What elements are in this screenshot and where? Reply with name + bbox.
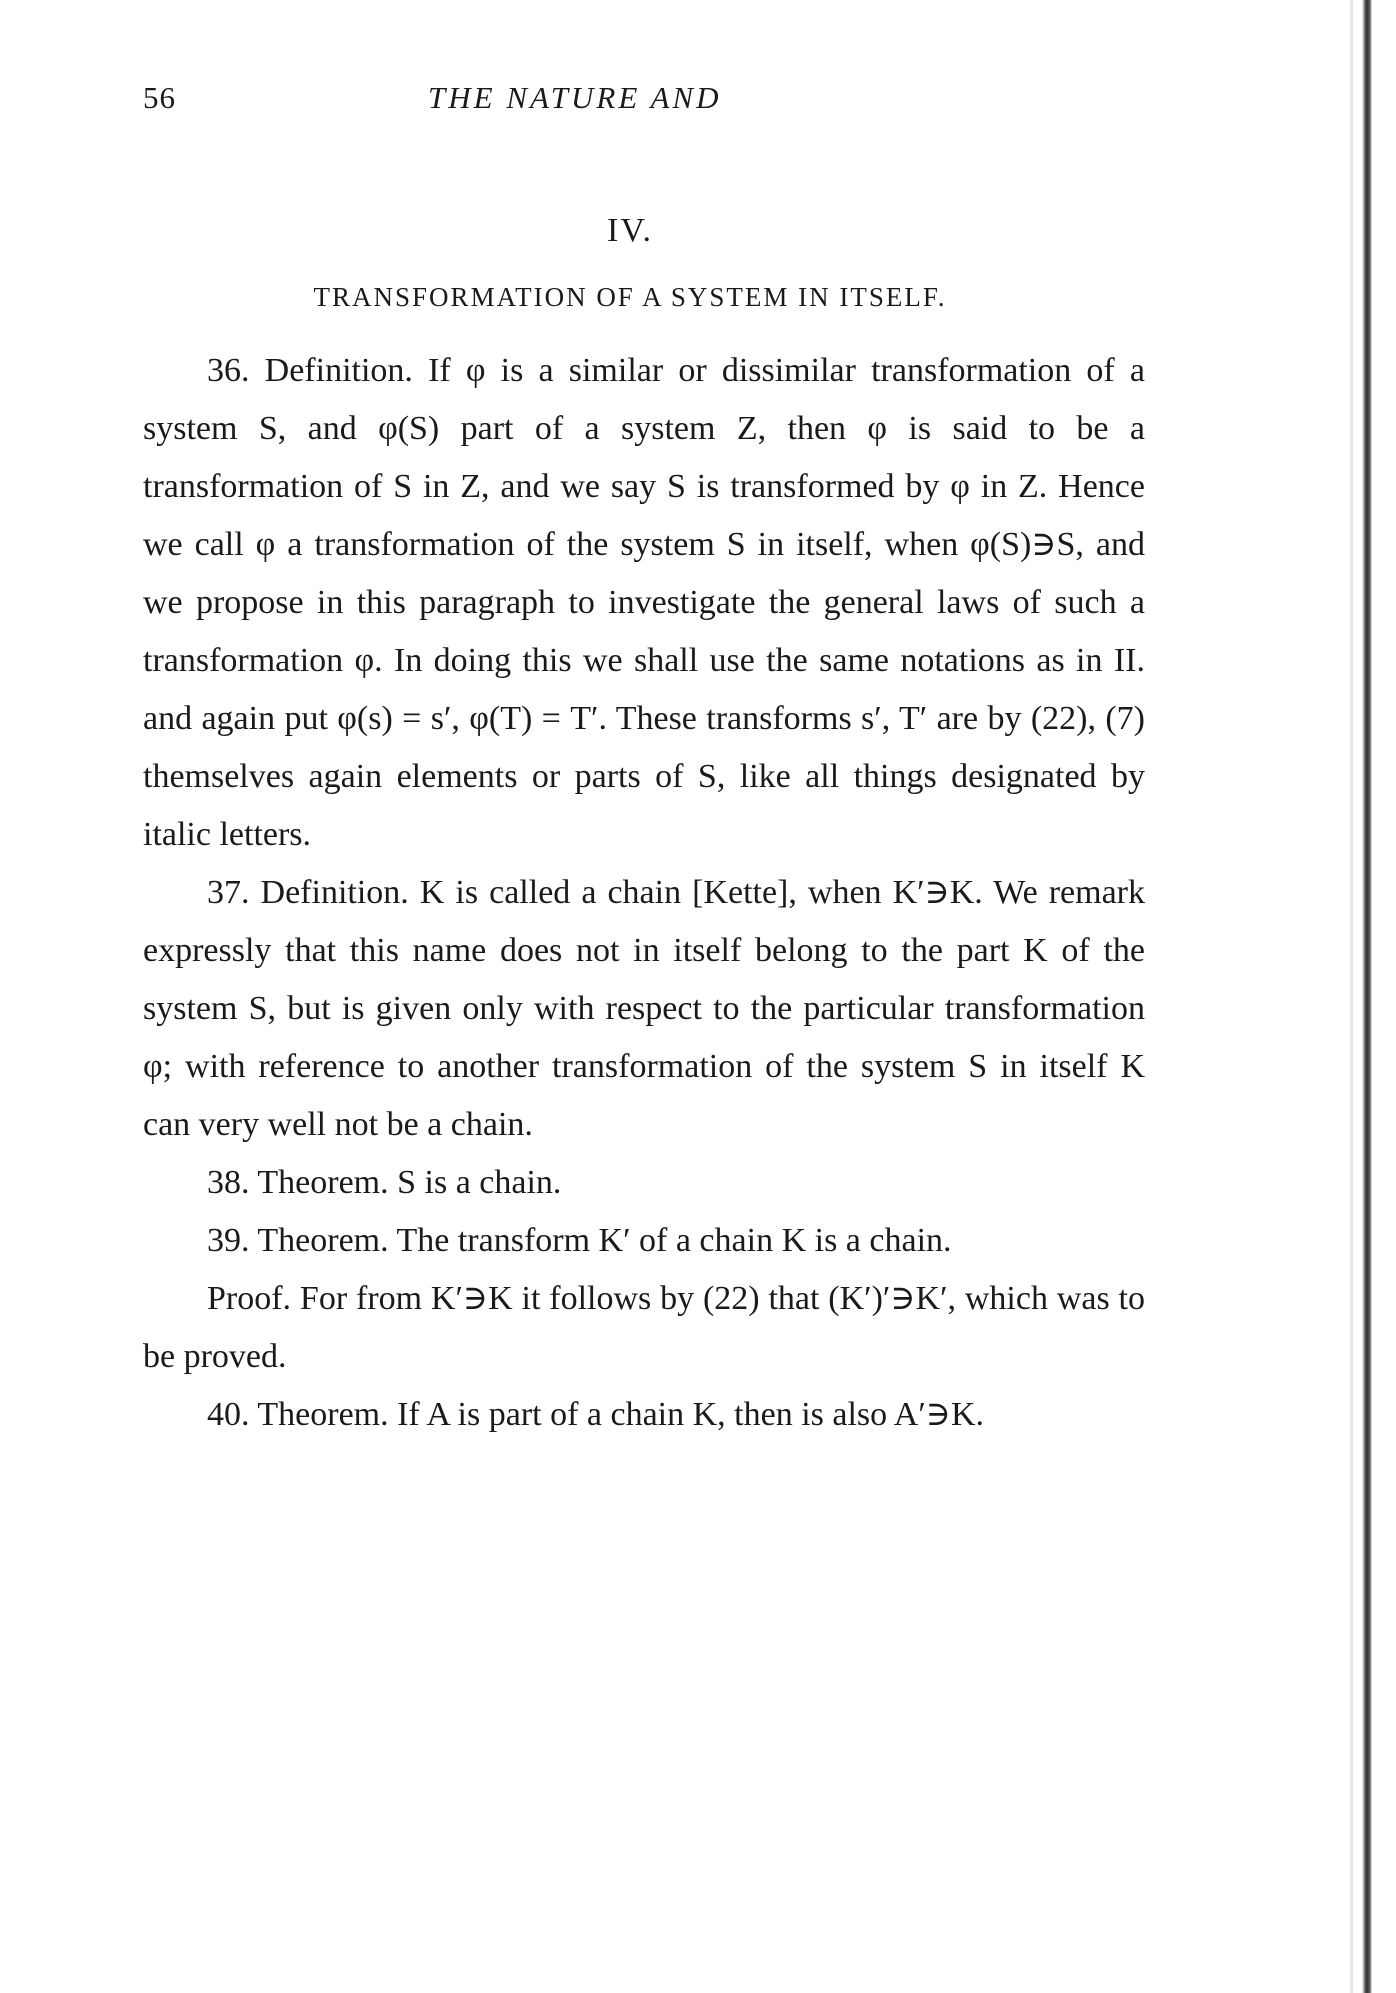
paragraph-definition-37: 37. Definition. K is called a chain [Kette], when K′∋K. We remark expressly that this name does not in itself belong to the part K of the system S, but is given only with respect to the particular transformation φ; with reference to another transformation of the system S in itself K can very well not be a chain.	[143, 874, 1145, 1143]
paragraph-definition-36: 36. Definition. If φ is a similar or dissimilar transformation of a system S, and φ(S) part of a system Z, then φ is said to be a transformation of S in Z, and we say S is transformed by φ in Z. Hence we call φ a transformation of the system S in itself, when φ(S)∋S, and we propose in this paragraph to investigate the general laws of such a transformation φ. In doing this we shall use the same notations as in II. and again put φ(s) = s′, φ(T) = T′. These transforms s′, T′ are by (22), (7) themselves again elements or parts of S, like all things designated by italic letters.	[143, 352, 1145, 853]
running-head	[143, 80, 1143, 120]
running-title: THE NATURE AND	[428, 80, 722, 115]
page-number: 56	[143, 80, 176, 115]
chapter-number: IV.	[607, 212, 653, 249]
page-binding-edge	[1362, 0, 1372, 1993]
paragraph-proof-39: Proof. For from K′∋K it follows by (22) that (K′)′∋K′, which was to be proved.	[143, 1280, 1145, 1375]
page-gutter-shadow	[1350, 0, 1353, 1993]
paragraph-theorem-39: 39. Theorem. The transform K′ of a chain K is a chain.	[207, 1222, 952, 1259]
chapter-title: TRANSFORMATION OF A SYSTEM IN ITSELF.	[313, 282, 947, 312]
paragraph-theorem-40: 40. Theorem. If A is part of a chain K, then is also A′∋K.	[207, 1396, 985, 1433]
paragraph-theorem-38: 38. Theorem. S is a chain.	[207, 1164, 562, 1201]
body-text	[143, 342, 1145, 1444]
